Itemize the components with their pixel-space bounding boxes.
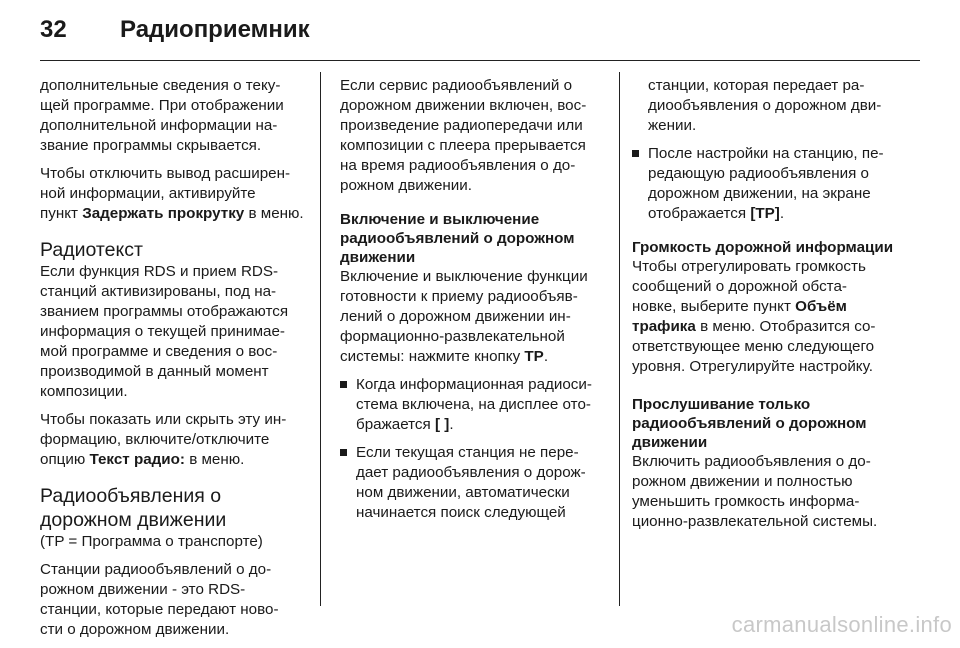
paragraph-disable-extended bbox=[40, 164, 310, 224]
header-rule bbox=[40, 60, 920, 61]
heading-traffic-volume: Громкость дорожной информации bbox=[632, 239, 894, 256]
bullet-square-icon bbox=[340, 449, 347, 456]
text-line: Включение и выключение функции bbox=[340, 268, 588, 285]
menu-item-hold-scroll: Задержать прокрутку bbox=[82, 205, 245, 222]
text-line: пункт Задержать прокрутку в меню. bbox=[40, 205, 304, 222]
text-line: Станции радиообъявлений о до- bbox=[40, 561, 272, 578]
text-line: Чтобы отключить вывод расширен- bbox=[40, 165, 291, 182]
tp-button-label: TP bbox=[524, 348, 544, 365]
text-line: редающую радиообъявления о bbox=[648, 165, 869, 182]
paragraph-toggle-radiotext bbox=[40, 410, 310, 470]
heading-traffic-announcements: Радиообъявления о дорожном движении bbox=[40, 485, 227, 531]
text-line: Чтобы отрегулировать громкость bbox=[632, 258, 866, 275]
text-line: уменьшить громкость информа- bbox=[632, 493, 860, 510]
text-line: рожном движении - это RDS- bbox=[40, 581, 246, 598]
text-line: дорожном движении, на экране bbox=[648, 185, 871, 202]
text-line: станции, которые передают ново- bbox=[40, 601, 279, 618]
paragraph-extra-info bbox=[40, 76, 310, 156]
text-line: лений о дорожном движении ин- bbox=[340, 308, 571, 325]
paragraph-radiotext bbox=[40, 262, 310, 402]
paragraph-service-interrupt bbox=[340, 76, 610, 196]
text-line: Когда информационная радиоси- bbox=[356, 376, 592, 393]
text-line: Чтобы показать или скрыть эту ин- bbox=[40, 411, 287, 428]
text-line: сообщений о дорожной обста- bbox=[632, 278, 847, 295]
text-line: системы: нажмите кнопку TP. bbox=[340, 348, 549, 365]
text-line: сти о дорожном движении. bbox=[40, 621, 230, 638]
text-line: начинается поиск следующей bbox=[356, 504, 566, 521]
text-line: рожном движении и полностью bbox=[632, 473, 853, 490]
tp-indicator-label: [TP] bbox=[750, 205, 780, 222]
text-line: новке, выберите пункт Объём bbox=[632, 298, 847, 315]
text-line: дорожном движении включен, вос- bbox=[340, 97, 587, 114]
text-line: ответствующее меню следующего bbox=[632, 338, 875, 355]
bullet-square-icon bbox=[340, 381, 347, 388]
text-line: Включить радиообъявления о до- bbox=[632, 453, 871, 470]
menu-item-radio-text: Текст радио: bbox=[89, 451, 185, 468]
text-line: на время радиообъявления о до- bbox=[340, 157, 576, 174]
text-line: стема включена, на дисплее ото- bbox=[356, 396, 591, 413]
text-line: произведение радиопередачи или bbox=[340, 117, 583, 134]
text-line: жении. bbox=[648, 117, 697, 134]
text-line: станции, которая передает ра- bbox=[648, 77, 865, 94]
text-line: щей программе. При отображении bbox=[40, 97, 284, 114]
text-line: званием программы отображаются bbox=[40, 303, 289, 320]
bullet-auto-search bbox=[340, 443, 610, 523]
text-line: дополнительные сведения о теку- bbox=[40, 77, 281, 94]
text-line: звание программы скрывается. bbox=[40, 137, 262, 154]
text-line: дополнительной информации на- bbox=[40, 117, 278, 134]
column-1 bbox=[40, 76, 310, 648]
column-3 bbox=[632, 76, 922, 532]
column-divider-2 bbox=[619, 72, 620, 606]
text-line: композиции с плеера прерывается bbox=[340, 137, 586, 154]
paragraph-listen-only bbox=[632, 452, 922, 532]
text-line: дает радиообъявления о дорож- bbox=[356, 464, 586, 481]
text-line: информация о текущей принимае- bbox=[40, 323, 285, 340]
text-line: мой программе и сведения о вос- bbox=[40, 343, 278, 360]
column-2 bbox=[340, 76, 610, 523]
paragraph-tp-button bbox=[340, 267, 610, 367]
menu-item-traffic-volume: Объём bbox=[795, 298, 847, 315]
text-line: (TP = Программа о транспорте) bbox=[40, 533, 263, 550]
text-line: ном движении, автоматически bbox=[356, 484, 570, 501]
text-line: формацию, включите/отключите bbox=[40, 431, 270, 448]
bullet-square-icon bbox=[632, 150, 639, 157]
heading-listen-only: Прослушивание только радиообъявлений о дорожном движении bbox=[632, 396, 867, 451]
menu-item-traffic-volume-cont: трафика bbox=[632, 318, 696, 335]
text-line: отображается [TP]. bbox=[648, 205, 785, 222]
bullet-auto-search-continued bbox=[632, 76, 922, 136]
watermark: carmanualsonline.info bbox=[731, 612, 952, 637]
text-line: ционно-развлекательной системы. bbox=[632, 513, 878, 530]
text-line: Если функция RDS и прием RDS- bbox=[40, 263, 279, 280]
text-line: Если текущая станция не пере- bbox=[356, 444, 579, 461]
text-line: Если сервис радиообъявлений о bbox=[340, 77, 573, 94]
paragraph-tp-definition bbox=[40, 532, 310, 552]
paragraph-traffic-volume bbox=[632, 257, 922, 377]
text-line: производимой в данный момент bbox=[40, 363, 269, 380]
text-line: диообъявления о дорожном дви- bbox=[648, 97, 882, 114]
text-line: уровня. Отрегулируйте настройку. bbox=[632, 358, 873, 375]
text-line: ной информации, активируйте bbox=[40, 185, 256, 202]
text-line: После настройки на станцию, пе- bbox=[648, 145, 884, 162]
column-divider-1 bbox=[320, 72, 321, 606]
text-line: готовности к приему радиообъяв- bbox=[340, 288, 578, 305]
bullet-display-indicator bbox=[340, 375, 610, 435]
heading-radiotext: Радиотекст bbox=[40, 239, 143, 261]
paragraph-traffic-stations bbox=[40, 560, 310, 640]
text-line: формационно-развлекательной bbox=[340, 328, 565, 345]
page-number: 32 bbox=[40, 16, 67, 43]
page-title: Радиоприемник bbox=[120, 16, 310, 43]
text-line: трафика в меню. Отобразится со- bbox=[632, 318, 876, 335]
bullet-tp-indicator bbox=[632, 144, 922, 224]
text-line: композиции. bbox=[40, 383, 128, 400]
text-line: рожном движении. bbox=[340, 177, 472, 194]
text-line: станций активизированы, под на- bbox=[40, 283, 277, 300]
display-indicator-label: [ ] bbox=[434, 416, 450, 433]
text-line: опцию Текст радио: в меню. bbox=[40, 451, 245, 468]
text-line: бражается [ ]. bbox=[356, 416, 454, 433]
heading-enable-disable: Включение и выключение радиообъявлений о дорожном движении bbox=[340, 211, 575, 266]
